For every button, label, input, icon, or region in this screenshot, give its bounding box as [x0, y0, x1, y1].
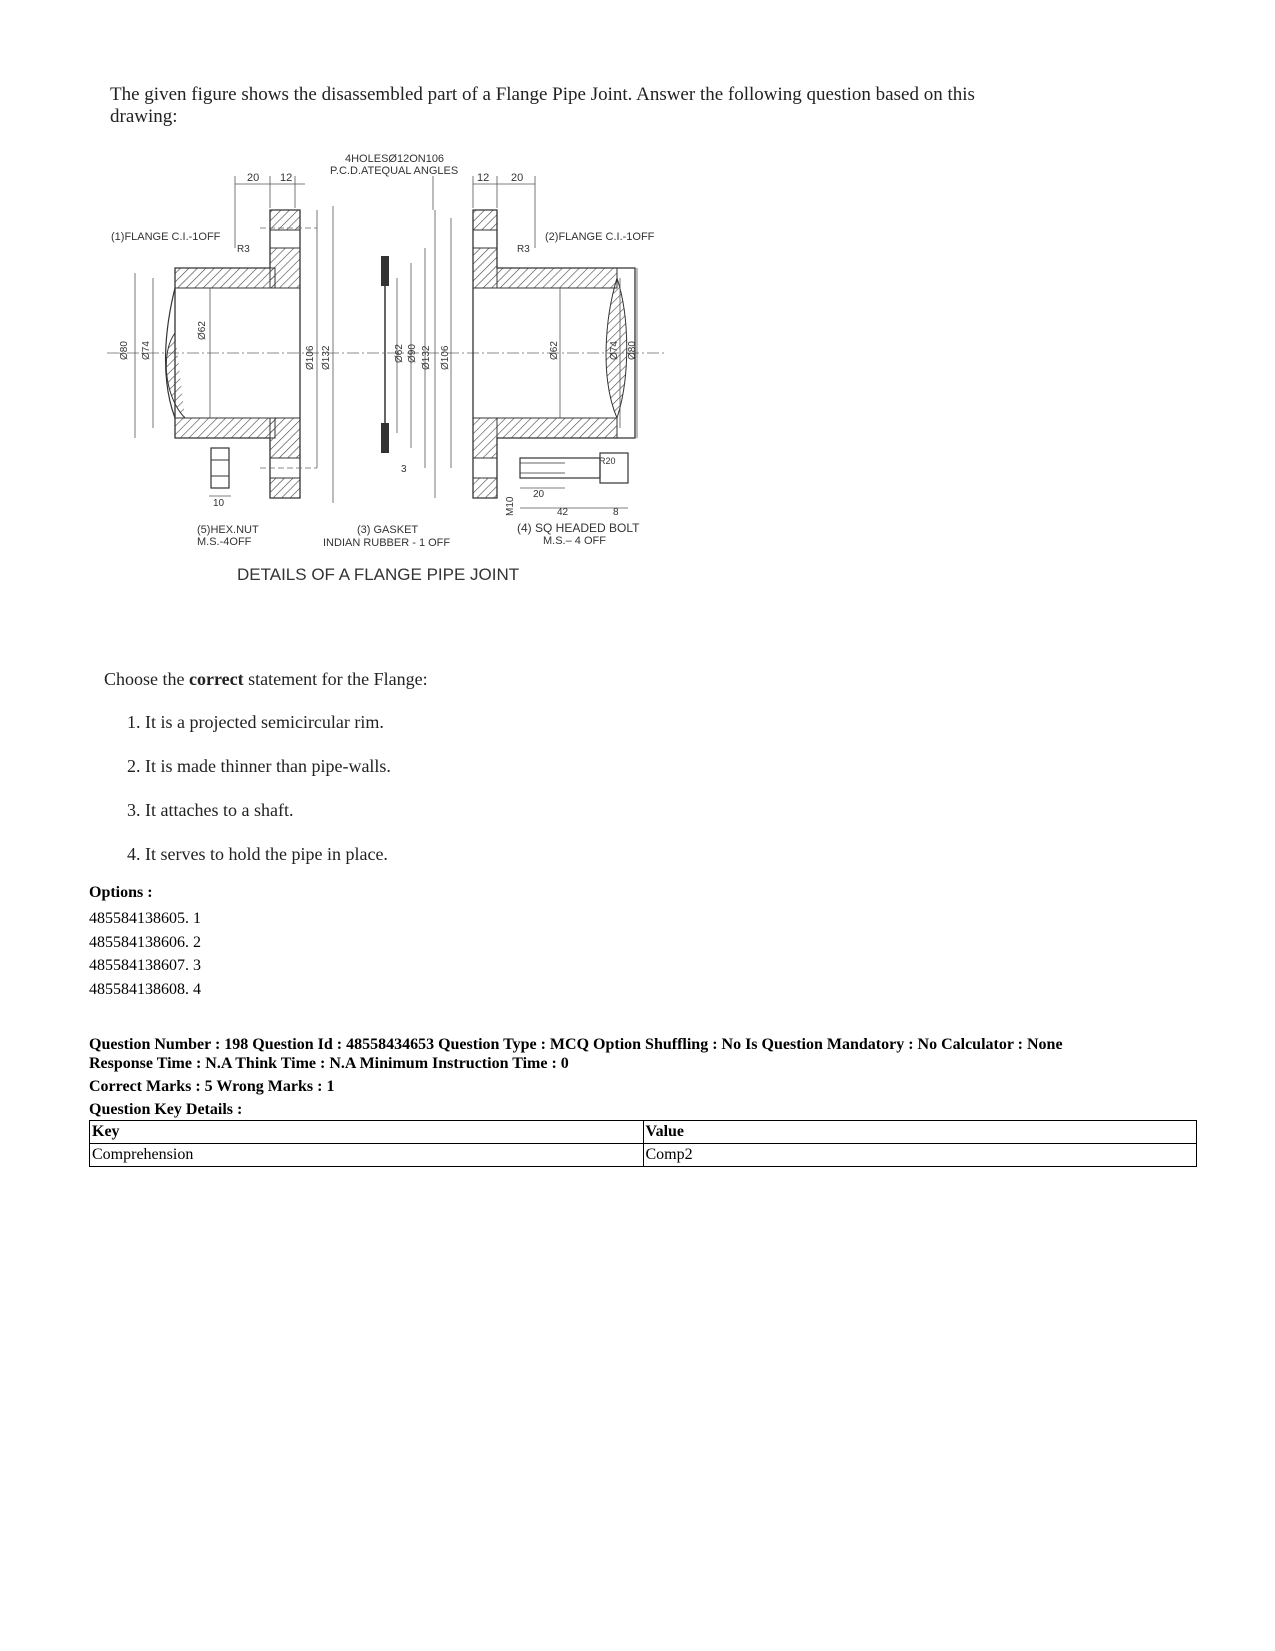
nut-label-1: (5)HEX.NUT	[197, 524, 259, 536]
table-header-row	[90, 1121, 1197, 1144]
d80-left: Ø80	[119, 341, 130, 360]
holes-note-1: 4HOLESØ12ON106	[345, 153, 445, 165]
option-item: 485584138607. 3	[89, 957, 201, 974]
flange1-label: (1)FLANGE C.I.-1OFF	[111, 231, 221, 243]
r3-left: R3	[237, 244, 250, 255]
dim-12-right: 12	[477, 172, 490, 184]
d62-gasket: Ø62	[394, 344, 405, 363]
nut-label-2: M.S.-4OFF	[197, 536, 252, 548]
dim-3: 3	[401, 464, 407, 475]
gasket-label-2: INDIAN RUBBER - 1 OFF	[323, 537, 451, 549]
r3-right: R3	[517, 244, 530, 255]
d62-left: Ø62	[197, 321, 208, 340]
table-cell-value: Comp2	[643, 1144, 1197, 1167]
meta-line-2: Response Time : N.A Think Time : N.A Minimum Instruction Time : 0	[89, 1055, 569, 1072]
d74-left: Ø74	[141, 341, 152, 360]
table-cell-key: Comprehension	[90, 1144, 644, 1167]
table-header-value: Value	[643, 1121, 1197, 1144]
d62-right: Ø62	[549, 341, 560, 360]
meta-line-4: Question Key Details :	[89, 1101, 243, 1118]
statement-item: 3. It attaches to a shaft.	[127, 800, 294, 820]
r20: R20	[599, 456, 616, 466]
statement-item: 1. It is a projected semicircular rim.	[127, 712, 384, 732]
dim-42: 42	[557, 507, 569, 518]
table-row	[90, 1144, 1197, 1167]
dim-8: 8	[613, 507, 619, 518]
bolt-label-1: (4) SQ HEADED BOLT	[517, 521, 640, 535]
d80-right: Ø80	[627, 341, 638, 360]
d90-gasket: Ø90	[407, 344, 418, 363]
bolt-label-2: M.S.– 4 OFF	[543, 535, 606, 547]
d106-left: Ø106	[305, 345, 316, 370]
question-suffix: statement for the Flange:	[243, 669, 428, 689]
statement-item: 4. It serves to hold the pipe in place.	[127, 844, 388, 864]
m10: M10	[505, 496, 516, 516]
d74-right: Ø74	[609, 341, 620, 360]
flange2-label: (2)FLANGE C.I.-1OFF	[545, 231, 655, 243]
dim-20-right: 20	[511, 172, 524, 184]
meta-line-1: Question Number : 198 Question Id : 48558434653 Question Type : MCQ Option Shuffling : No Is Question Mandatory : No Calculator : None	[89, 1036, 1063, 1053]
table-header-key: Key	[90, 1121, 644, 1144]
question-bold: correct	[189, 669, 244, 689]
question-meta	[89, 1035, 1199, 1119]
figure-caption: DETAILS OF A FLANGE PIPE JOINT	[237, 565, 520, 584]
dim-10: 10	[213, 498, 225, 509]
option-item: 485584138606. 2	[89, 933, 201, 951]
statement-list	[127, 712, 391, 888]
question-prompt	[104, 669, 428, 690]
d106-right: Ø106	[440, 345, 451, 370]
dim-12-left: 12	[280, 172, 293, 184]
d132-left: Ø132	[321, 345, 332, 370]
dim-20-left: 20	[247, 172, 260, 184]
options-label: Options :	[89, 884, 153, 901]
options-list	[89, 907, 201, 1001]
holes-note-2: P.C.D.ATEQUAL ANGLES	[330, 165, 459, 177]
option-item: 485584138605. 1	[89, 910, 201, 927]
dim-20-bolt: 20	[533, 489, 545, 500]
key-details-table	[89, 1120, 1197, 1167]
option-item: 485584138608. 4	[89, 980, 201, 998]
meta-line-3: Correct Marks : 5 Wrong Marks : 1	[89, 1078, 335, 1095]
question-prefix: Choose the	[104, 669, 189, 689]
d132-gasket: Ø132	[421, 345, 432, 370]
intro-text: The given figure shows the disassembled part of a Flange Pipe Joint. Answer the following question based on this drawing:	[110, 84, 975, 127]
statement-item: 2. It is made thinner than pipe-walls.	[127, 756, 391, 776]
flange-pipe-joint-figure	[105, 148, 695, 620]
gasket-label-1: (3) GASKET	[357, 524, 419, 536]
